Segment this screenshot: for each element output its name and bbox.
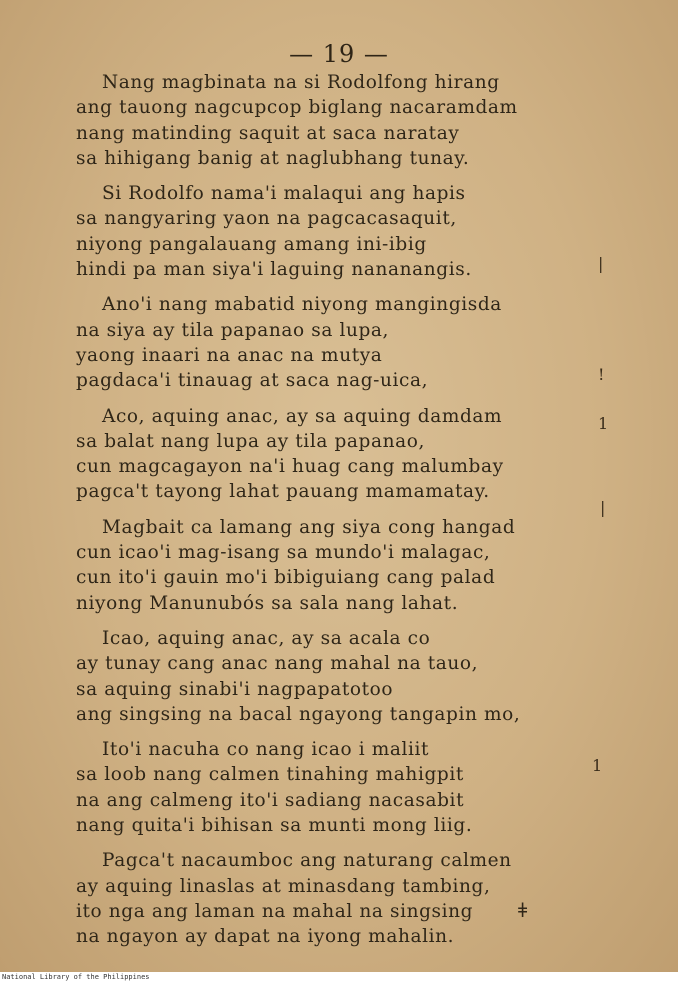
poem-line: Magbait ca lamang ang siya cong hangad (102, 516, 516, 538)
poem-line: ang tauong nagcupcop biglang nacaramdam (76, 97, 518, 119)
printer-mark: ǂ (518, 898, 528, 922)
poem-line: sa balat nang lupa ay tila papanao, (76, 430, 425, 452)
poem-line: ay tunay cang anac nang mahal na tauo, (76, 653, 479, 675)
poem-line: cun ito'i gauin mo'i bibiguiang cang palad (76, 567, 496, 589)
page-number: — 19 — (289, 40, 389, 68)
poem-line: Ito'i nacuha co nang icao i maliit (102, 739, 430, 761)
margin-mark: 1 (598, 414, 609, 433)
poem-line: na siya ay tila papanao sa lupa, (76, 319, 390, 341)
stanza-1 (62, 70, 582, 171)
poem-line: niyong Manunubós sa sala nang lahat. (76, 592, 459, 614)
stanza-7 (62, 737, 582, 838)
poem-line: cun icao'i mag-isang sa mundo'i malagac, (76, 542, 491, 564)
stanza-4 (62, 404, 582, 505)
poem-line: pagca't tayong lahat pauang mamamatay. (76, 481, 490, 503)
stanza-3 (62, 292, 582, 393)
stanza-5 (62, 515, 582, 616)
poem-line: ang singsing na bacal ngayong tangapin mo, (76, 703, 521, 725)
poem-line: sa hihigang banig at naglubhang tunay. (76, 147, 470, 169)
poem-line: nang matinding saquit at saca naratay (76, 122, 460, 144)
poem-line: Nang magbinata na si Rodolfong hirang (102, 72, 500, 93)
poem-line: Aco, aquing anac, ay sa aquing damdam (102, 405, 503, 427)
poem-line: yaong inaari na anac na mutya (76, 344, 383, 366)
stanza-8 (62, 848, 582, 949)
stanza-6 (62, 626, 582, 727)
margin-mark: 1 (592, 756, 603, 775)
poem-line: pagdaca'i tinauag at saca nag-uica, (76, 370, 429, 392)
poem-line: Si Rodolfo nama'i malaqui ang hapis (102, 183, 466, 205)
margin-mark: | (600, 498, 606, 517)
poem-line: ito nga ang laman na mahal na singsing (76, 900, 474, 922)
poem-line: sa loob nang calmen tinahing mahigpit (76, 764, 464, 786)
poem-line: sa aquing sinabi'i nagpapatotoo (76, 678, 394, 700)
poem-body (62, 70, 582, 960)
margin-mark: | (598, 254, 604, 273)
poem-line: Icao, aquing anac, ay sa acala co (102, 627, 431, 649)
poem-line: cun magcagayon na'i huag cang malumbay (76, 456, 504, 478)
poem-line: ay aquing linaslas at minasdang tambing, (76, 875, 491, 897)
poem-line: Ano'i nang mabatid niyong mangingisda (102, 294, 502, 316)
poem-line: nang quita'i bihisan sa munti mong liig. (76, 815, 473, 837)
library-credit: National Library of the Philippines (2, 973, 150, 981)
poem-line: niyong pangalauang amang ini-ibig (76, 233, 427, 255)
poem-line: hindi pa man siya'i laguing nananangis. (76, 259, 472, 281)
poem-line: Pagca't nacaumboc ang naturang calmen (102, 850, 512, 872)
poem-line: na ang calmeng ito'i sadiang nacasabit (76, 789, 465, 811)
stanza-2 (62, 181, 582, 282)
margin-mark: ! (598, 365, 605, 384)
poem-line: na ngayon ay dapat na iyong mahalin. (76, 926, 455, 948)
poem-line: sa nangyaring yaon na pagcacasaquit, (76, 208, 457, 230)
